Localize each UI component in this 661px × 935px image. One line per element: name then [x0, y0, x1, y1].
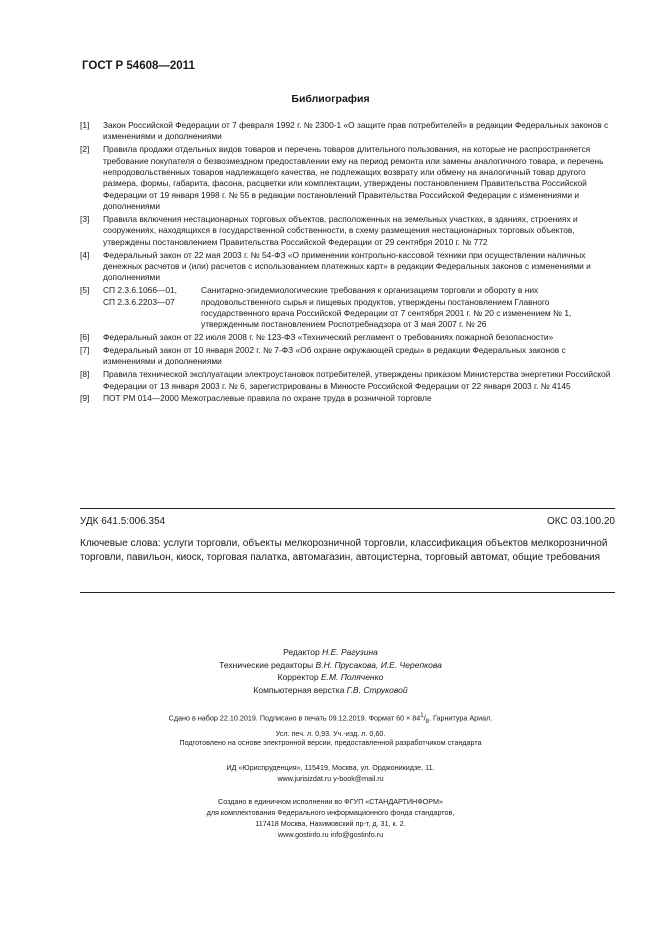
production-line-1: Создано в единичном исполнении во ФГУП «СТАНДАРТИНФОРМ»: [218, 797, 443, 806]
editor-line: [0, 646, 661, 659]
item-text: Федеральный закон от 10 января 2002 г. № 7-ФЗ «Об охране окружающей среды» в редакции Федеральных законов с изменениями и дополнениями: [103, 345, 566, 367]
list-item: [80, 345, 615, 368]
corrector-line: [0, 671, 661, 684]
item-text: ПОТ РМ 014—2000 Межотраслевые правила по охране труда в розничной торговле: [103, 393, 432, 404]
format-fraction-den: 8: [425, 718, 429, 725]
item-number: [2]: [80, 144, 90, 155]
bibliography-title: Библиография: [291, 93, 370, 105]
print-font: . Гарнитура Ариал.: [428, 713, 493, 723]
layout-name: Г.В. Струковой: [346, 684, 408, 695]
item-number: [9]: [80, 393, 90, 404]
item-text: Правила включения нестационарных торговых объектов, расположенных на земельных участках, в зданиях, строениях и сооружениях, находящихся в государственной собственности, в схему размещения нестационарных торговых объектов, утверждены постановлением Правительства Российской Федерации от 29 сентября 2010 г. № 772: [103, 214, 578, 247]
print-info: [0, 711, 661, 739]
format-fraction-num: 1: [420, 713, 424, 719]
standard-header: ГОСТ Р 54608—2011: [82, 60, 195, 72]
item-number: [1]: [80, 120, 90, 130]
tech-editors-names: В.Н. Прусакова, И.Е. Черепкова: [315, 659, 442, 670]
item-code-1: СП 2.3.6.1066—01,: [103, 285, 177, 296]
print-dates: Сдано в набор 22.10.2019. Подписано в печать 09.12.2019. Формат 60 × 84: [168, 713, 421, 723]
print-line-2: Усл. печ. л. 0,93. Уч.-изд. л. 0,60.: [275, 728, 386, 738]
item-code: [103, 285, 201, 331]
item-text: Правила продажи отдельных видов товаров и перечень товаров длительного пользования, на которые не распространяется требование покупателя о безвозмездном предоставлении ему на период ремонта или замены аналогичного товара, и перечень непродовольственных товаров надлежащего качества, не подлежащих возврату или обмену на аналогичный товар другого размера, формы, габарита, фасона, расцветки или комплектации, утверждены постановлением Правительства Российской Федерации от 19 января 1998 г. № 55 в редакции постановлений Правительства Российской Федерации с изменениями и дополнениями: [103, 144, 604, 212]
divider: [80, 508, 615, 509]
divider: [80, 592, 615, 593]
item-text: Федеральный закон от 22 мая 2003 г. № 54-ФЗ «О применении контрольно-кассовой техники при осуществлении наличных денежных расчетов и (или) расчетов с использованием платежных карт» в редакции Федеральных законов с изменениями и дополнениями: [103, 249, 591, 283]
list-item: [80, 332, 615, 343]
item-number: [5]: [80, 285, 90, 296]
credits-block: [0, 646, 661, 696]
list-item: [80, 214, 615, 248]
layout-line: [0, 684, 661, 697]
list-item: [80, 393, 615, 404]
list-item: [80, 144, 615, 212]
corrector-name: Е.М. Поляченко: [320, 672, 384, 682]
udk-code: УДК 641.5:006.354: [80, 516, 166, 527]
keywords: Ключевые слова: услуги торговли, объекты мелкорозничной торговли, классификация объектов мелкорозничной торговли, павильон, киоск, торговая палатка, автомагазин, автоцистерна, торговый автомат, общие требования: [80, 538, 608, 563]
item-number: [3]: [80, 214, 90, 225]
item-number: [7]: [80, 345, 90, 356]
tech-editors-line: [0, 659, 661, 672]
corrector-label: Корректор: [277, 672, 319, 682]
layout-label: Компьютерная верстка: [253, 684, 345, 695]
item-number: [4]: [80, 249, 90, 260]
item-text: Федеральный закон от 22 июля 2008 г. № 123-ФЗ «Технический регламент о требованиях пожарной безопасности»: [103, 332, 554, 343]
bibliography-list: [80, 120, 615, 406]
item-number: [8]: [80, 369, 90, 380]
item-text: Санитарно-эпидемиологические требования к организациям торговли и обороту в них продовольственного сырья и пищевых продуктов, утверждены постановлением Главного государственного врача Российской Федерации от 7 сентября 2001 г. № 20 с изменением № 1, утвержденным постановлением Роспотребнадзора от 3 мая 2007 г. № 26: [201, 285, 572, 330]
prepared-note: Подготовлено на основе электронной версии, предоставленной разработчиком стандарта: [179, 738, 482, 747]
oks-code: ОКС 03.100.20: [547, 516, 615, 527]
item-text: Правила технической эксплуатации электроустановок потребителей, утверждены приказом Министерства энергетики Российской Федерации от 13 января 2003 г. № 6, зарегистрированы в Минюсте Российской Федерации от 22 января 2003 г. № 4145: [103, 369, 611, 391]
production-info: [0, 796, 661, 840]
editor-label: Редактор: [283, 647, 320, 657]
item-number: [6]: [80, 332, 90, 343]
list-item: [80, 285, 615, 331]
item-code-2: СП 2.3.6.2203—07: [103, 296, 175, 307]
list-item: [80, 369, 615, 392]
print-line-1: Сдано в набор 22.10.2019. Подписано в печать 09.12.2019. Формат $60 \times 84^1/_8$. Гарнитура Ариал.: [168, 713, 493, 725]
production-line-2: для комплектования Федерального информационного фонда стандартов,: [206, 808, 455, 817]
publisher-line-2: www.jurisizdat.ru y-book@mail.ru: [277, 774, 384, 783]
production-line-3: 117418 Москва, Нахимовский пр-т, д. 31, к. 2.: [255, 819, 406, 828]
publisher-line-1: ИД «Юриспруденция», 115419, Москва, ул. Орджоникидзе, 11.: [226, 763, 435, 772]
list-item: [80, 120, 615, 143]
publisher-info: [0, 762, 661, 784]
production-line-4: www.gostinfo.ru info@gostinfo.ru: [277, 830, 384, 839]
editor-name: Н.Е. Рагузина: [322, 647, 378, 657]
tech-editors-label: Технические редакторы: [219, 659, 314, 670]
item-text: Закон Российской Федерации от 7 февраля 1992 г. № 2300-1 «О защите прав потребителей» в редакции Федеральных законов с изменениями и дополнениями: [103, 120, 609, 142]
list-item: [80, 250, 615, 284]
